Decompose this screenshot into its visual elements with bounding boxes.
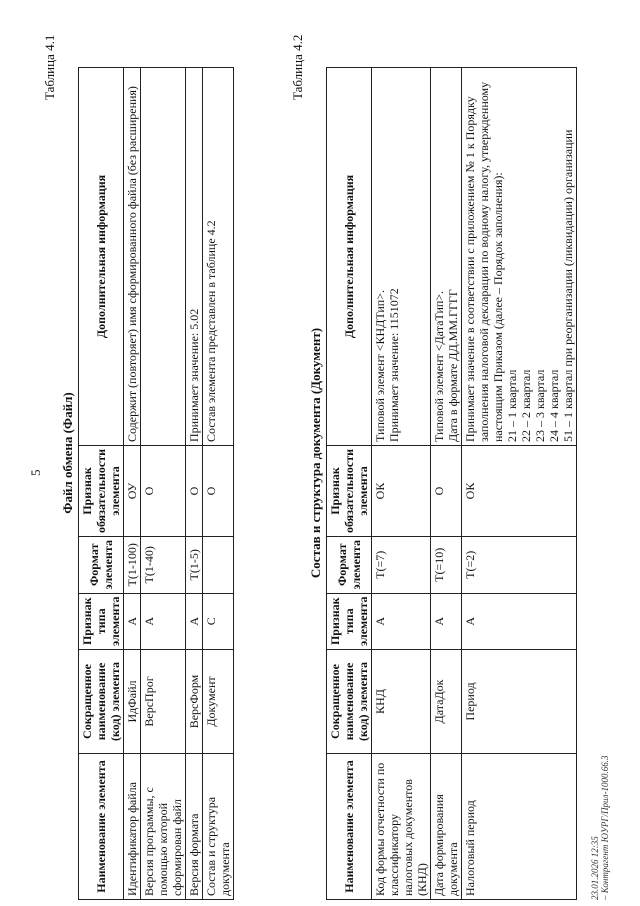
info-line: Типовой элемент <КНДТип>. [373,290,387,442]
cell-req: О [141,445,186,536]
cell-code: КНД [372,650,431,754]
table2-header: Сокращенное наименование (код) элемента [327,650,372,754]
cell-info [141,67,186,445]
cell-type: А [431,593,462,649]
info-line: Дата в формате ДД.ММ.ГГГГ [446,289,460,442]
cell-req: О [203,445,234,536]
info-line: Типовой элемент <ДатаТип>. [432,290,446,442]
cell-req: ОУ [124,445,141,536]
info-line: Принимает значение в соответствии с приложением № 1 к Порядку заполнения налоговой декларации по водному налогу, утвержденному настоящим Приказом (далее – Порядок заполнения): [463,81,505,442]
table2-header: Наименование элемента [327,754,372,900]
table-row [203,67,234,899]
table2 [326,67,577,900]
table1-header: Признак обязательности элемента [79,445,124,536]
table2-header-row [327,67,372,899]
cell-info [372,67,431,445]
cell-req: О [431,445,462,536]
cell-type: А [141,593,186,649]
cell-format: T(1-100) [124,537,141,593]
table-row [462,67,577,899]
cell-code: ДатаДок [431,650,462,754]
cell-name: Дата формирования документа [431,754,462,900]
cell-name: Код формы отчетности по классификатору налоговых документов (КНД) [372,754,431,900]
table-row [124,67,141,899]
page-number: 5 [28,469,43,476]
cell-format: T(=7) [372,537,431,593]
cell-info [462,67,577,445]
info-line: 22 – 2 квартал [519,369,533,442]
table1-header: Наименование элемента [79,754,124,900]
info-line: Принимает значение: 1151072 [387,288,401,442]
cell-info: Принимает значение: 5.02 [186,67,203,445]
cell-format [203,537,234,593]
cell-format: T(=2) [462,537,577,593]
cell-format: T(=10) [431,537,462,593]
cell-req: ОК [462,445,577,536]
cell-info [431,67,462,445]
cell-info: Содержит (повторяет) имя сформированного файла (без расширения) [124,67,141,445]
cell-code: Документ [203,650,234,754]
cell-code: ВерсПрог [141,650,186,754]
table2-header: Дополнительная информация [327,67,372,445]
table1-header: Формат элемента [79,537,124,593]
cell-name: Версия формата [186,754,203,900]
table1 [78,67,234,900]
table-row [186,67,203,899]
cell-type: А [124,593,141,649]
cell-info: Состав элемента представлен в таблице 4.2 [203,67,234,445]
table1-caption: Таблица 4.1 [42,34,57,100]
cell-type: А [372,593,431,649]
cell-req: О [186,445,203,536]
table1-header: Сокращенное наименование (код) элемента [79,650,124,754]
print-stamp [590,756,610,900]
info-line: 23 – 3 квартал [533,369,547,442]
table2-title: Состав и структура документа (Документ) [308,327,323,579]
table2-caption: Таблица 4.2 [290,34,305,100]
stamp-line: – Контрагент ЮУРГ/Прил-1000.66.3 [600,755,610,900]
table1-header: Дополнительная информация [79,67,124,445]
stamp-line: 23.01.2026 12:35 [590,836,600,900]
table-row [372,67,431,899]
cell-req: ОК [372,445,431,536]
info-line: 51 – 1 квартал при реорганизации (ликвидации) организации [561,129,575,442]
cell-format: T(1-40) [141,537,186,593]
table2-header: Признак типа элемента [327,593,372,649]
cell-code: ИдФайл [124,650,141,754]
table1-header: Признак типа элемента [79,593,124,649]
cell-code: Период [462,650,577,754]
cell-name: Налоговый период [462,754,577,900]
cell-name: Состав и структура документа [203,754,234,900]
cell-type: А [186,593,203,649]
cell-name: Идентификатор файла [124,754,141,900]
cell-name: Версия программы, с помощью которой сформирован файл [141,754,186,900]
cell-type: А [462,593,577,649]
table2-header: Формат элемента [327,537,372,593]
info-line: 24 – 4 квартал [547,369,561,442]
table1-header-row [79,67,124,899]
table1-title: Файл обмена (Файл) [60,392,75,514]
info-line: 21 – 1 квартал [505,369,519,442]
table-row [431,67,462,899]
cell-format: T(1-5) [186,537,203,593]
cell-code: ВерсФорм [186,650,203,754]
table2-header: Признак обязательности элемента [327,445,372,536]
cell-type: С [203,593,234,649]
table-row [141,67,186,899]
